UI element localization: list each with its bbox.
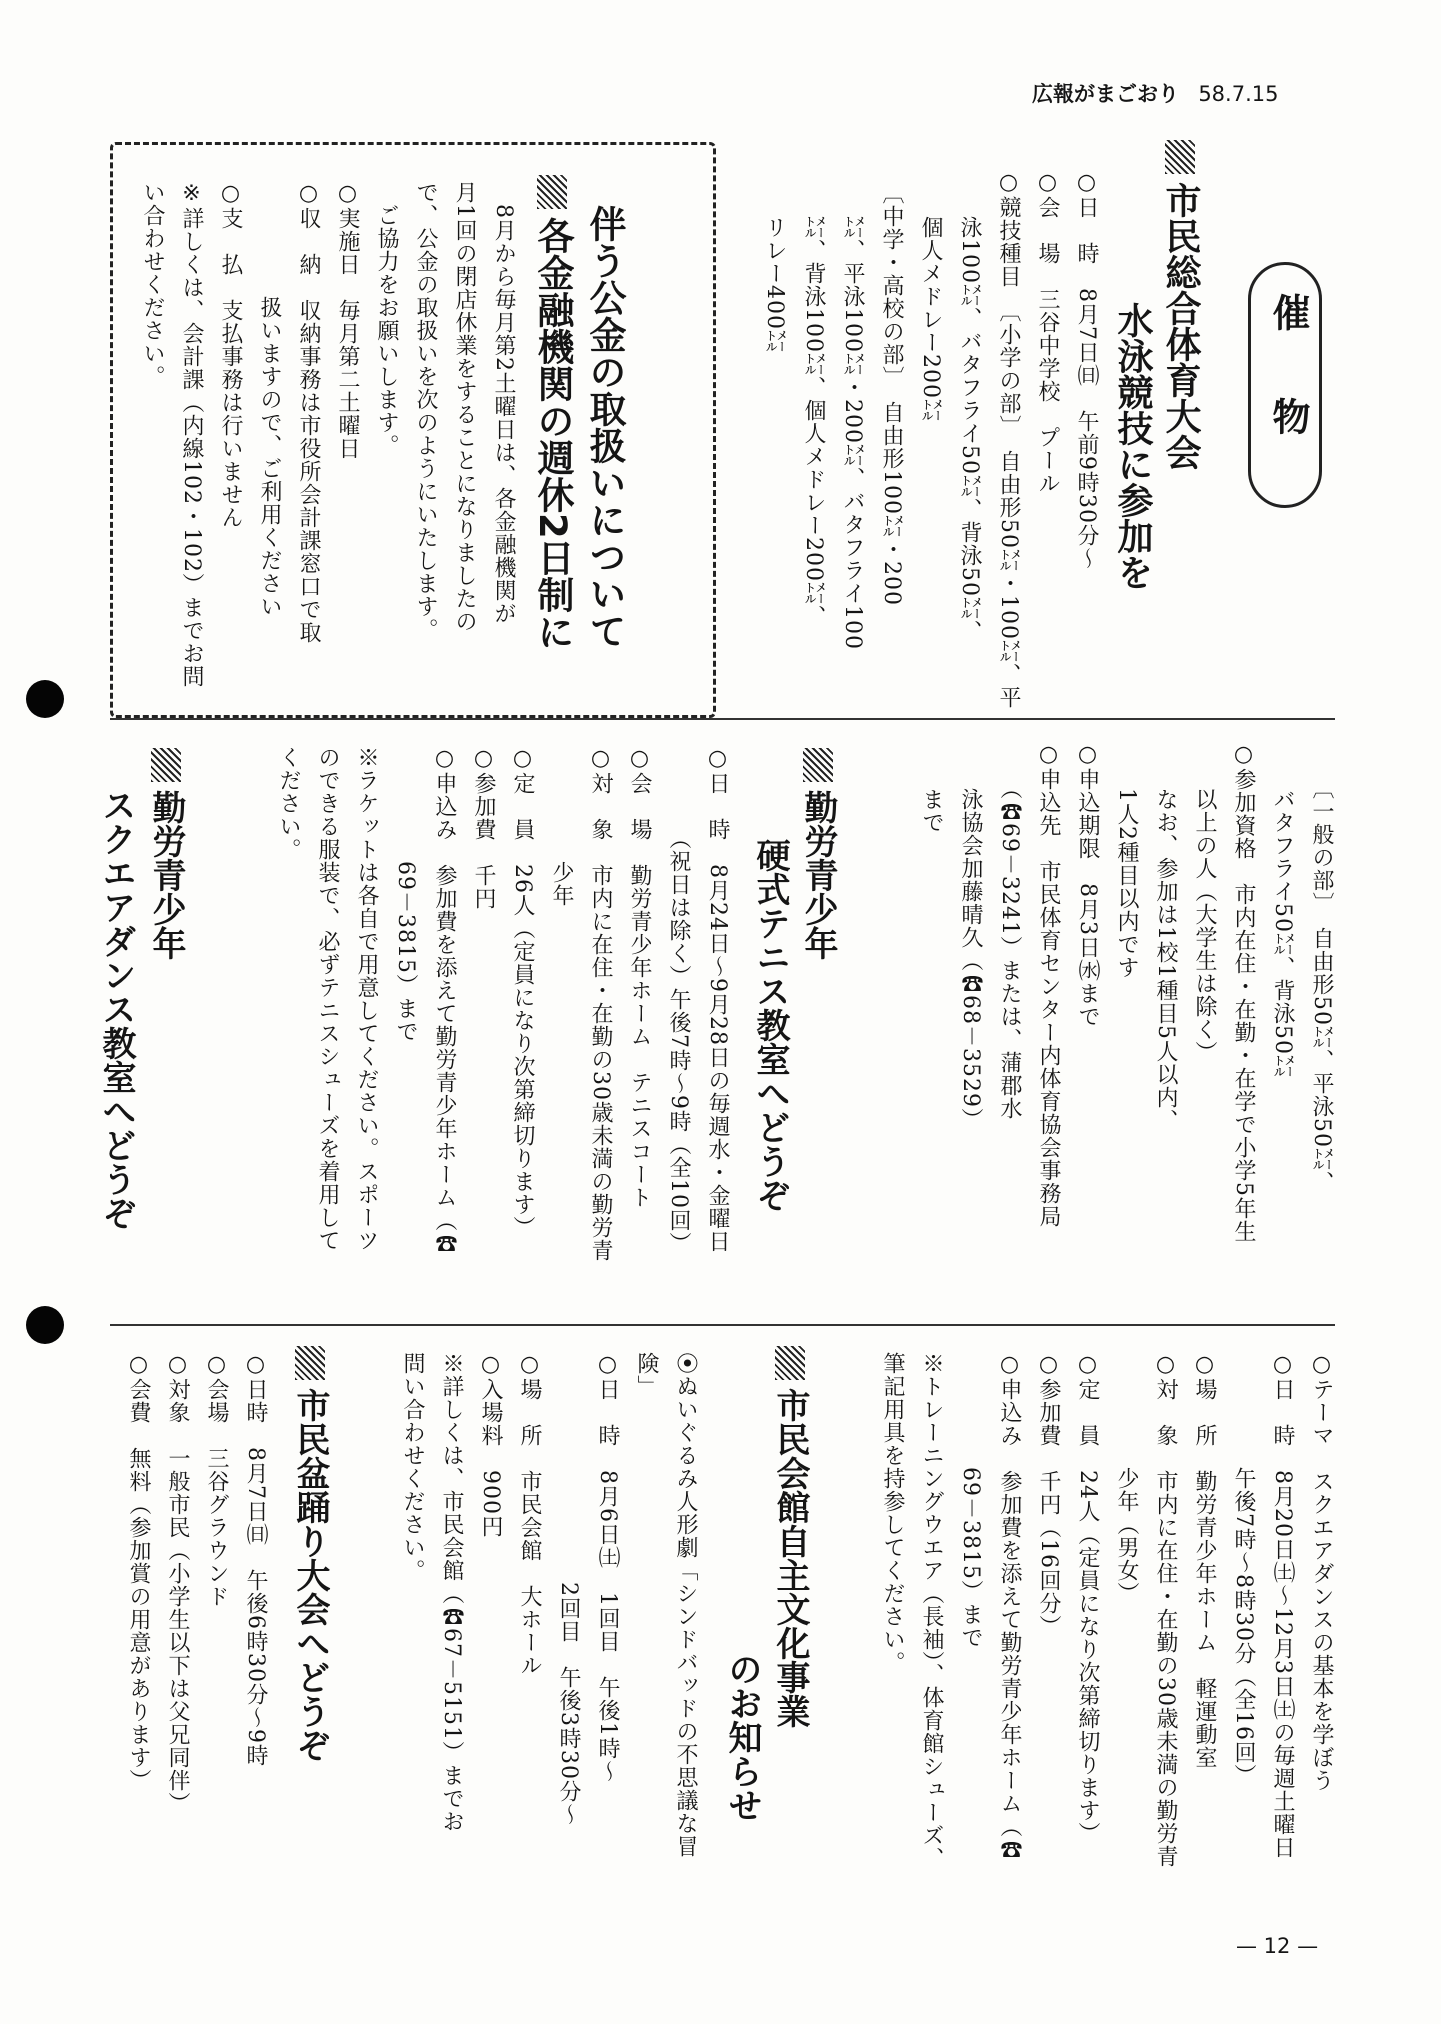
binding-hole — [26, 1306, 64, 1344]
publication-date: 58.7.15 — [1198, 82, 1279, 106]
category-label: 催 物 — [1266, 293, 1310, 449]
swim-body-top: ○日 時 8月7日㈰ 午前9時30分～ ○会 場 三谷中学校 プール ○競技種目 〔小学の部〕 自由形50㍍・100㍍、平 泳100㍍、バタフライ50㍍、背泳50㍍、 個人メドレー200㍍ 〔中学・高校の部〕 自由形100㍍・200 ㍍、平泳100㍍・200㍍、バタフライ100 ㍍、背泳100㍍、個人メドレー200㍍、 リレー400㍍ — [762, 170, 1099, 709]
tennis-title: 勤労青少年 — [795, 748, 841, 960]
culture-subtitle: のお知らせ — [722, 1652, 762, 1822]
square-subtitle: スクエアダンス教室へどうぞ — [96, 788, 136, 1230]
heading-marker-icon — [1165, 140, 1195, 174]
binding-hole — [26, 680, 64, 718]
heading-marker-icon — [537, 175, 567, 209]
tennis-body: ○日 時 8月24日～9月28日の毎週水・金曜日 （祝日は除く）午後7時～9時（全10回） ○会 場 勤労青少年ホーム テニスコート ○対 象 市内に在住・在勤の30歳未満の勤労青 少年 ○定 員 26人（定員になり次第締切ります） ○参加費 千円 ○申込み 参加費を添えて勤労青少年ホーム（☎ 69－3815）まで ※ラケットは各自で用意してください。スポーツ のできる服装で、必ずテニスシューズを着用して ください。 — [276, 746, 730, 1262]
page-number: — 12 — — [1236, 1934, 1319, 1958]
swim-body-bottom: 〔一般の部〕 自由形50㍍、平泳50㍍、 バタフライ50㍍、背泳50㍍ ○参加資格 市内在住・在勤・在学で小学5年生 以上の人（大学生は除く） なお、参加は1校1種目5人以内、 1人2種目以内です ○申込期限 8月3日㈬まで ○申込先 市民体育センター内体育協会事務局 （☎69－3241）または、蒲郡水 泳協会加藤晴久（☎68－3529） まで — [919, 742, 1334, 1243]
swim-title: 市民総合体育大会 — [1157, 140, 1203, 470]
category-badge — [1248, 262, 1322, 508]
finance-subtitle: 伴う公金の取扱いについて — [583, 205, 626, 649]
bon-body: ○日時 8月7日㈰ 午後6時30分～9時 ○会場 三谷グラウンド ○対象 一般市民（小学生以下は父兄同伴） ○会費 無料（参加賞の用意があります） — [126, 1352, 268, 1815]
heading-marker-icon — [151, 748, 181, 782]
swim-subtitle: 水泳競技に参加を — [1112, 302, 1153, 590]
publication-header — [1032, 78, 1278, 108]
section-divider — [110, 1324, 1335, 1326]
finance-title: 各金融機関の週休2日制に — [529, 175, 575, 650]
publication-name: 広報がまごおり — [1032, 82, 1179, 106]
tennis-subtitle: 硬式テニス教室へどうぞ — [750, 838, 790, 1212]
culture-body: ⦿ぬいぐるみ人形劇「シンドバッドの不思議な冒 険」 ○日 時 8月6日㈯ 1回目 午後1時～ 2回目 午後3時30分～ ○場 所 市民会館 大ホール ○入場料 900円 ※詳しくは、市民会館（☎67－5151）までお 問い合わせください。 — [400, 1352, 698, 1859]
section-divider — [110, 718, 1335, 720]
heading-marker-icon — [803, 748, 833, 782]
finance-notice-box — [110, 142, 716, 718]
heading-marker-icon — [775, 1346, 805, 1380]
finance-body: 8月から毎月第2土曜日は、各金融機関が 月1回の閉店休業をすることになりましたの で、公金の取扱いを次のようにいたします。 ご協力をお願いします。 ○実施日 毎月第二土曜日 ○収 納 収納事務は市役所会計課窓口で取 扱いますので、ご利用ください ○支 払 支払事務は行いません ※詳しくは、会計課（内線102・102）までお問 い合わせください。 — [140, 181, 516, 688]
bon-title: 市民盆踊り大会へどうぞ — [287, 1346, 333, 1762]
square-title: 勤労青少年 — [143, 748, 189, 960]
culture-title: 市民会館自主文化事業 — [767, 1346, 813, 1728]
heading-marker-icon — [295, 1346, 325, 1380]
square-body: ○テーマ スクエアダンスの基本を学ぼう ○日 時 8月20日㈯～12月3日㈯の毎週土曜日 午後7時～8時30分（全16回） ○場 所 勤労青少年ホーム 軽運動室 ○対 象 市内に在住・在勤の30歳未満の勤労青 少年（男女） ○定 員 24人（定員になり次第締切ります） ○参加費 千円（16回分） ○申込み 参加費を添えて勤労青少年ホーム（☎ 69－3815）まで ※トレーニングウエア（長袖）、体育館シューズ、 筆記用具を持参してください。 — [880, 1352, 1334, 1870]
